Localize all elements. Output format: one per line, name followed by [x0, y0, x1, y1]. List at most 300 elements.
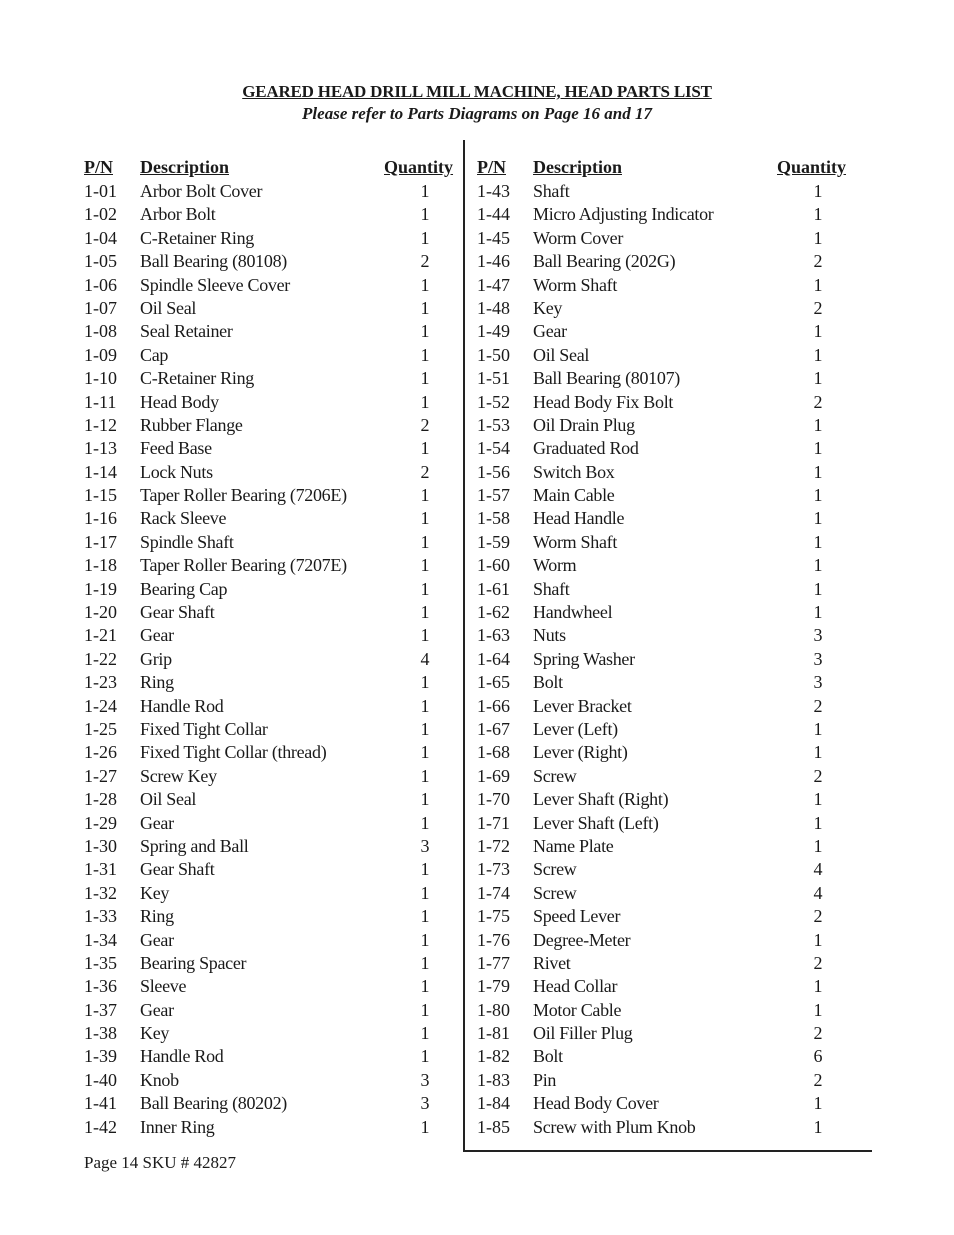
parts-row — [84, 858, 444, 881]
parts-row — [84, 882, 444, 905]
part-description: Inner Ring — [140, 1116, 215, 1137]
parts-row — [477, 1022, 837, 1045]
right-parts-table — [477, 180, 837, 1139]
part-number: 1-13 — [84, 438, 117, 459]
part-description: Pin — [533, 1069, 557, 1090]
part-quantity: 1 — [813, 181, 823, 201]
parts-row — [84, 297, 444, 320]
parts-row — [477, 414, 837, 437]
part-description: Oil Seal — [533, 344, 590, 365]
part-description: Oil Seal — [140, 297, 197, 318]
part-description: Ball Bearing (80107) — [533, 368, 680, 389]
part-number: 1-77 — [477, 952, 510, 973]
part-description: Head Collar — [533, 976, 618, 997]
parts-row — [84, 835, 444, 858]
part-quantity: 1 — [813, 1093, 823, 1114]
parts-row — [84, 554, 444, 577]
part-quantity: 1 — [813, 461, 823, 482]
part-description: Switch Box — [533, 461, 615, 482]
parts-row — [477, 227, 837, 250]
parts-row — [84, 812, 444, 835]
part-number: 1-39 — [84, 1046, 117, 1067]
part-number: 1-49 — [477, 321, 510, 342]
part-quantity: 1 — [420, 1023, 430, 1044]
part-number: 1-58 — [477, 508, 510, 529]
part-quantity: 1 — [420, 1046, 430, 1067]
part-description: Micro Adjusting Indicator — [533, 204, 714, 225]
part-quantity: 1 — [813, 274, 823, 295]
part-quantity: 1 — [813, 438, 823, 459]
part-quantity: 3 — [420, 1069, 430, 1090]
right-header-description: Description — [533, 157, 622, 177]
part-number: 1-11 — [84, 391, 117, 412]
part-description: Main Cable — [533, 485, 615, 506]
parts-row — [477, 835, 837, 858]
part-number: 1-29 — [84, 812, 117, 833]
parts-row — [84, 624, 444, 647]
right-header-quantity: Quantity — [777, 157, 847, 177]
part-number: 1-23 — [84, 672, 117, 693]
part-number: 1-08 — [84, 321, 117, 342]
part-number: 1-65 — [477, 672, 510, 693]
parts-row — [84, 203, 444, 226]
parts-row — [477, 250, 837, 273]
parts-row — [84, 765, 444, 788]
part-description: Name Plate — [533, 835, 614, 856]
part-description: Gear — [533, 321, 567, 342]
part-number: 1-57 — [477, 485, 510, 506]
part-quantity: 3 — [813, 648, 823, 669]
part-number: 1-38 — [84, 1023, 117, 1044]
part-number: 1-09 — [84, 344, 117, 365]
part-number: 1-56 — [477, 461, 510, 482]
part-number: 1-35 — [84, 952, 117, 973]
parts-row — [84, 1116, 444, 1139]
part-description: Lever Shaft (Right) — [533, 789, 669, 810]
part-quantity: 1 — [420, 368, 430, 389]
left-header-description: Description — [140, 157, 229, 177]
part-quantity: 1 — [813, 789, 823, 810]
parts-row — [84, 250, 444, 273]
part-number: 1-64 — [477, 648, 510, 669]
part-number: 1-59 — [477, 531, 510, 552]
parts-row — [477, 601, 837, 624]
part-number: 1-12 — [84, 414, 117, 435]
part-description: Key — [533, 297, 563, 318]
parts-row — [84, 274, 444, 297]
part-quantity: 1 — [420, 882, 430, 903]
part-description: Worm Shaft — [533, 531, 618, 552]
part-number: 1-22 — [84, 648, 117, 669]
part-number: 1-14 — [84, 461, 117, 482]
part-quantity: 1 — [420, 789, 430, 810]
part-quantity: 4 — [813, 882, 823, 903]
part-number: 1-75 — [477, 906, 510, 927]
part-quantity: 2 — [813, 952, 823, 973]
part-description: Graduated Rod — [533, 438, 639, 459]
right-header-pn: P/N — [477, 157, 506, 177]
part-description: Fixed Tight Collar (thread) — [140, 742, 327, 763]
part-quantity: 1 — [420, 695, 430, 716]
part-description: Lock Nuts — [140, 461, 213, 482]
part-description: Shaft — [533, 181, 570, 201]
part-quantity: 1 — [420, 602, 430, 623]
part-quantity: 1 — [420, 672, 430, 693]
part-number: 1-37 — [84, 999, 117, 1020]
part-description: Lever Shaft (Left) — [533, 812, 659, 833]
part-quantity: 2 — [813, 765, 823, 786]
part-quantity: 1 — [420, 929, 430, 950]
part-description: Head Body — [140, 391, 219, 412]
part-quantity: 2 — [813, 251, 823, 272]
part-quantity: 1 — [813, 718, 823, 739]
part-number: 1-18 — [84, 555, 117, 576]
part-description: Screw with Plum Knob — [533, 1116, 696, 1137]
part-number: 1-60 — [477, 555, 510, 576]
parts-row — [477, 765, 837, 788]
part-description: Worm Shaft — [533, 274, 618, 295]
part-quantity: 1 — [813, 835, 823, 856]
parts-row — [477, 1116, 837, 1139]
part-quantity: 2 — [813, 1069, 823, 1090]
parts-row — [477, 578, 837, 601]
parts-row — [84, 578, 444, 601]
part-number: 1-74 — [477, 882, 510, 903]
part-quantity: 1 — [420, 859, 430, 880]
part-description: Ring — [140, 906, 174, 927]
part-description: Head Body Fix Bolt — [533, 391, 674, 412]
part-number: 1-80 — [477, 999, 510, 1020]
part-quantity: 1 — [813, 321, 823, 342]
parts-row — [477, 718, 837, 741]
part-number: 1-30 — [84, 835, 117, 856]
part-number: 1-63 — [477, 625, 510, 646]
parts-row — [84, 1045, 444, 1068]
table-bottom-rule — [464, 1150, 872, 1152]
part-description: Spring Washer — [533, 648, 635, 669]
column-divider — [463, 140, 465, 1152]
page-title: GEARED HEAD DRILL MILL MACHINE, HEAD PARTS LIST — [242, 82, 712, 101]
part-number: 1-50 — [477, 344, 510, 365]
part-description: Gear Shaft — [140, 602, 215, 623]
part-number: 1-40 — [84, 1069, 117, 1090]
part-description: Handle Rod — [140, 695, 224, 716]
part-quantity: 1 — [420, 181, 430, 201]
part-quantity: 1 — [420, 344, 430, 365]
parts-row — [84, 695, 444, 718]
part-description: Shaft — [533, 578, 570, 599]
part-description: Handwheel — [533, 602, 613, 623]
part-number: 1-07 — [84, 297, 117, 318]
part-description: Ball Bearing (80108) — [140, 251, 287, 272]
part-quantity: 1 — [420, 391, 430, 412]
parts-row — [477, 437, 837, 460]
part-description: Gear — [140, 929, 174, 950]
part-quantity: 3 — [420, 835, 430, 856]
part-description: Degree-Meter — [533, 929, 631, 950]
part-description: Spindle Sleeve Cover — [140, 274, 290, 295]
part-number: 1-24 — [84, 695, 117, 716]
part-quantity: 1 — [813, 204, 823, 225]
part-quantity: 2 — [813, 906, 823, 927]
part-number: 1-06 — [84, 274, 117, 295]
part-description: Oil Filler Plug — [533, 1023, 633, 1044]
parts-row — [477, 391, 837, 414]
part-number: 1-33 — [84, 906, 117, 927]
part-quantity: 1 — [813, 485, 823, 506]
part-number: 1-79 — [477, 976, 510, 997]
part-description: Lever Bracket — [533, 695, 632, 716]
part-number: 1-28 — [84, 789, 117, 810]
parts-row — [84, 320, 444, 343]
parts-row — [477, 858, 837, 881]
part-number: 1-36 — [84, 976, 117, 997]
part-quantity: 1 — [420, 999, 430, 1020]
part-number: 1-72 — [477, 835, 510, 856]
part-quantity: 6 — [813, 1046, 823, 1067]
part-number: 1-04 — [84, 227, 117, 248]
part-quantity: 1 — [813, 414, 823, 435]
part-quantity: 1 — [813, 742, 823, 763]
part-quantity: 1 — [813, 368, 823, 389]
part-description: Head Handle — [533, 508, 625, 529]
part-number: 1-42 — [84, 1116, 117, 1137]
part-description: Gear Shaft — [140, 859, 215, 880]
part-description: Head Body Cover — [533, 1093, 659, 1114]
part-description: Lever (Right) — [533, 742, 628, 763]
part-description: Taper Roller Bearing (7207E) — [140, 555, 347, 576]
part-number: 1-16 — [84, 508, 117, 529]
parts-row — [84, 741, 444, 764]
part-quantity: 1 — [420, 555, 430, 576]
part-description: Key — [140, 1023, 170, 1044]
parts-row — [84, 414, 444, 437]
parts-row — [84, 952, 444, 975]
part-number: 1-84 — [477, 1093, 510, 1114]
parts-row — [84, 531, 444, 554]
parts-row — [477, 531, 837, 554]
part-quantity: 1 — [420, 1116, 430, 1137]
part-description: C-Retainer Ring — [140, 227, 254, 248]
part-description: Screw — [533, 859, 577, 880]
part-number: 1-41 — [84, 1093, 117, 1114]
part-description: Ball Bearing (80202) — [140, 1093, 287, 1114]
page-footer: Page 14 SKU # 42827 — [84, 1153, 237, 1172]
part-number: 1-67 — [477, 718, 510, 739]
part-quantity: 1 — [420, 508, 430, 529]
part-quantity: 1 — [813, 227, 823, 248]
part-description: Speed Lever — [533, 906, 621, 927]
part-description: Knob — [140, 1069, 179, 1090]
parts-row — [84, 601, 444, 624]
part-quantity: 1 — [420, 742, 430, 763]
parts-row — [477, 929, 837, 952]
part-description: Handle Rod — [140, 1046, 224, 1067]
part-quantity: 1 — [813, 555, 823, 576]
part-number: 1-68 — [477, 742, 510, 763]
parts-row — [477, 507, 837, 530]
part-description: Arbor Bolt — [140, 204, 216, 225]
part-description: Fixed Tight Collar — [140, 718, 268, 739]
part-number: 1-31 — [84, 859, 117, 880]
part-quantity: 1 — [420, 204, 430, 225]
part-number: 1-48 — [477, 297, 510, 318]
part-description: Rack Sleeve — [140, 508, 227, 529]
part-description: Gear — [140, 625, 174, 646]
parts-row — [477, 320, 837, 343]
part-quantity: 1 — [813, 976, 823, 997]
parts-row — [477, 788, 837, 811]
parts-row — [477, 1092, 837, 1115]
part-description: Bolt — [533, 1046, 563, 1067]
part-quantity: 2 — [420, 251, 430, 272]
part-quantity: 4 — [813, 859, 823, 880]
part-number: 1-71 — [477, 812, 510, 833]
parts-row — [84, 180, 444, 203]
parts-row — [84, 718, 444, 741]
part-description: Worm Cover — [533, 227, 624, 248]
part-description: Rivet — [533, 952, 571, 973]
part-description: Sleeve — [140, 976, 187, 997]
part-description: Bearing Cap — [140, 578, 228, 599]
part-number: 1-01 — [84, 181, 117, 201]
part-number: 1-53 — [477, 414, 510, 435]
parts-row — [84, 484, 444, 507]
part-quantity: 4 — [420, 648, 430, 669]
parts-row — [477, 203, 837, 226]
part-quantity: 3 — [420, 1093, 430, 1114]
parts-row — [84, 788, 444, 811]
part-number: 1-69 — [477, 765, 510, 786]
part-number: 1-02 — [84, 204, 117, 225]
part-quantity: 2 — [420, 414, 430, 435]
part-number: 1-25 — [84, 718, 117, 739]
part-quantity: 1 — [813, 999, 823, 1020]
parts-row — [84, 461, 444, 484]
parts-row — [477, 882, 837, 905]
part-description: C-Retainer Ring — [140, 368, 254, 389]
part-quantity: 1 — [420, 812, 430, 833]
parts-row — [84, 905, 444, 928]
part-number: 1-76 — [477, 929, 510, 950]
part-number: 1-17 — [84, 531, 117, 552]
parts-row — [477, 648, 837, 671]
part-description: Ball Bearing (202G) — [533, 251, 676, 272]
parts-row — [477, 461, 837, 484]
part-description: Motor Cable — [533, 999, 622, 1020]
part-number: 1-62 — [477, 602, 510, 623]
part-number: 1-61 — [477, 578, 510, 599]
part-number: 1-26 — [84, 742, 117, 763]
part-description: Arbor Bolt Cover — [140, 181, 263, 201]
part-quantity: 3 — [813, 672, 823, 693]
part-description: Screw — [533, 882, 577, 903]
parts-row — [84, 367, 444, 390]
parts-row — [84, 671, 444, 694]
part-number: 1-15 — [84, 485, 117, 506]
parts-row — [477, 1045, 837, 1068]
part-description: Taper Roller Bearing (7206E) — [140, 485, 347, 506]
parts-row — [477, 695, 837, 718]
part-quantity: 2 — [420, 461, 430, 482]
part-quantity: 1 — [420, 578, 430, 599]
part-quantity: 3 — [813, 625, 823, 646]
part-description: Screw — [533, 765, 577, 786]
parts-row — [477, 297, 837, 320]
part-quantity: 1 — [420, 906, 430, 927]
parts-row — [84, 507, 444, 530]
part-quantity: 1 — [420, 485, 430, 506]
part-number: 1-66 — [477, 695, 510, 716]
part-quantity: 2 — [813, 695, 823, 716]
part-quantity: 1 — [420, 718, 430, 739]
part-description: Bearing Spacer — [140, 952, 247, 973]
part-number: 1-46 — [477, 251, 510, 272]
part-number: 1-52 — [477, 391, 510, 412]
part-quantity: 2 — [813, 391, 823, 412]
parts-row — [477, 180, 837, 203]
page-subtitle: Please refer to Parts Diagrams on Page 16 and 17 — [302, 104, 652, 123]
parts-row — [84, 227, 444, 250]
part-number: 1-10 — [84, 368, 117, 389]
parts-row — [477, 344, 837, 367]
parts-row — [477, 671, 837, 694]
part-description: Spring and Ball — [140, 835, 249, 856]
part-description: Bolt — [533, 672, 563, 693]
part-quantity: 1 — [813, 929, 823, 950]
part-description: Worm — [533, 555, 577, 576]
part-quantity: 1 — [813, 531, 823, 552]
part-number: 1-82 — [477, 1046, 510, 1067]
parts-row — [477, 274, 837, 297]
part-number: 1-70 — [477, 789, 510, 810]
parts-row — [84, 437, 444, 460]
parts-row — [477, 1069, 837, 1092]
parts-row — [477, 975, 837, 998]
part-number: 1-05 — [84, 251, 117, 272]
part-quantity: 1 — [813, 1116, 823, 1137]
part-number: 1-85 — [477, 1116, 510, 1137]
part-description: Grip — [140, 648, 172, 669]
part-number: 1-32 — [84, 882, 117, 903]
part-quantity: 2 — [813, 1023, 823, 1044]
parts-row — [477, 741, 837, 764]
part-number: 1-47 — [477, 274, 510, 295]
parts-row — [477, 484, 837, 507]
part-description: Oil Drain Plug — [533, 414, 635, 435]
part-quantity: 1 — [813, 578, 823, 599]
left-header-quantity: Quantity — [384, 157, 454, 177]
left-header-pn: P/N — [84, 157, 113, 177]
part-quantity: 1 — [420, 765, 430, 786]
parts-row — [477, 554, 837, 577]
part-description: Nuts — [533, 625, 566, 646]
part-quantity: 1 — [813, 812, 823, 833]
parts-row — [477, 952, 837, 975]
part-quantity: 2 — [813, 297, 823, 318]
parts-row — [477, 905, 837, 928]
part-description: Ring — [140, 672, 174, 693]
part-number: 1-83 — [477, 1069, 510, 1090]
part-number: 1-21 — [84, 625, 117, 646]
part-number: 1-44 — [477, 204, 510, 225]
parts-row — [477, 999, 837, 1022]
left-parts-table — [84, 180, 444, 1139]
part-number: 1-27 — [84, 765, 117, 786]
part-description: Key — [140, 882, 170, 903]
part-quantity: 1 — [420, 297, 430, 318]
parts-row — [84, 999, 444, 1022]
